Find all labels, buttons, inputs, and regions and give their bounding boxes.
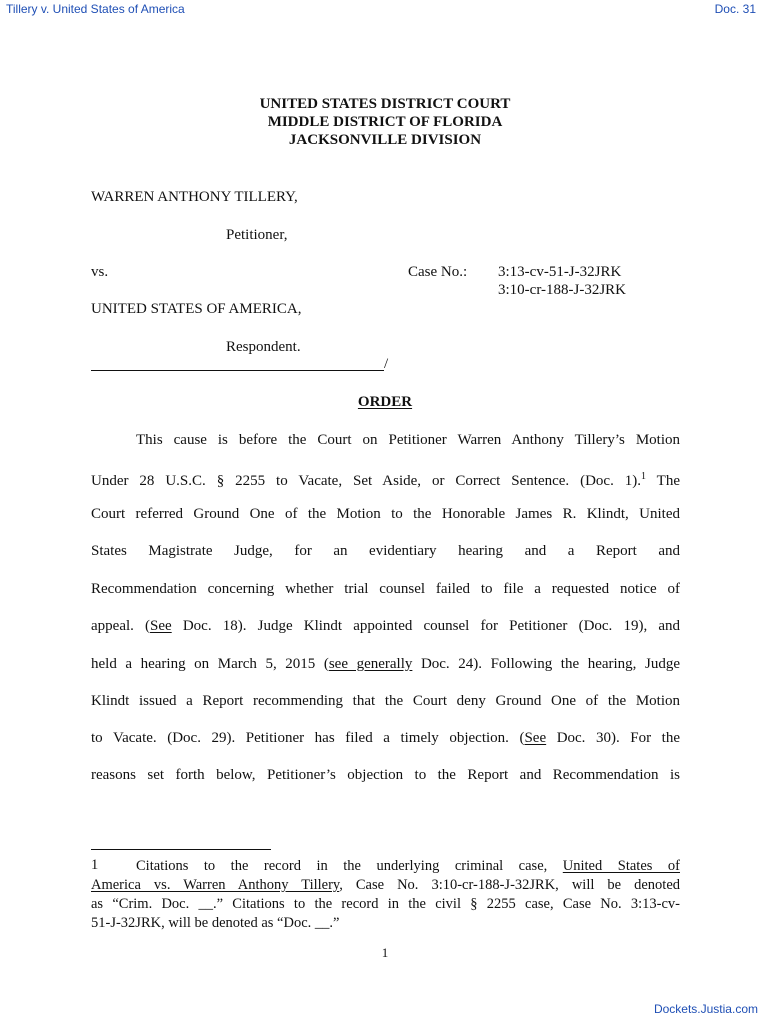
case-number-criminal: 3:10-cr-188-J-32JRK: [498, 282, 627, 298]
respondent-role: Respondent.: [226, 339, 301, 355]
footnote-line-3: as “Crim. Doc. __.” Citations to the record in the civil § 2255 case, Case No. 3:13-cv-: [91, 896, 680, 912]
footnote-number: 1: [91, 857, 99, 873]
caption-slash: /: [384, 356, 389, 372]
body-line-1: This cause is before the Court on Petitioner Warren Anthony Tillery’s Motion: [136, 432, 680, 448]
body-line-2: Under 28 U.S.C. § 2255 to Vacate, Set Aside, or Correct Sentence. (Doc. 1).$^1$ The: [91, 471, 680, 489]
body-line-9: to Vacate. (Doc. 29). Petitioner has filed a timely objection. (See Doc. 30). For the: [91, 730, 680, 746]
footnote-reference[interactable]: 1: [641, 471, 647, 482]
court-district: MIDDLE DISTRICT OF FLORIDA: [267, 114, 503, 130]
footnote-line-4: 51-J-32JRK, will be denoted as “Doc. __.”: [91, 915, 340, 931]
body-line-4: States Magistrate Judge, for an evidentiary hearing and a Report and: [91, 543, 680, 559]
body-line-6: appeal. (See Doc. 18). Judge Klindt appointed counsel for Petitioner (Doc. 19), and: [91, 618, 680, 634]
footnote-line-2: America vs. Warren Anthony Tillery, Case No. 3:10-cr-188-J-32JRK, will be denoted: [91, 877, 680, 893]
body-line-8: Klindt issued a Report recommending that the Court deny Ground One of the Motion: [91, 693, 680, 709]
order-title: ORDER: [357, 394, 413, 410]
petitioner-name: WARREN ANTHONY TILLERY,: [91, 189, 298, 205]
respondent-name: UNITED STATES OF AMERICA,: [91, 301, 302, 317]
court-division: JACKSONVILLE DIVISION: [288, 132, 482, 148]
doc-number-link[interactable]: Doc. 31: [714, 2, 756, 16]
page-number: 1: [381, 945, 389, 960]
versus-label: vs.: [91, 264, 109, 280]
footnote-rule: [91, 849, 271, 850]
case-title-link[interactable]: Tillery v. United States of America: [6, 2, 185, 16]
body-line-10: reasons set forth below, Petitioner’s objection to the Report and Recommendation is: [91, 767, 680, 783]
body-line-5: Recommendation concerning whether trial counsel failed to file a requested notice of: [91, 581, 680, 597]
footnote-line-1: Citations to the record in the underlying criminal case, United States of: [136, 858, 680, 874]
justia-dockets-link[interactable]: Dockets.Justia.com: [653, 1002, 758, 1016]
caption-rule: [91, 370, 384, 371]
case-number-label: Case No.:: [408, 264, 468, 280]
petitioner-role: Petitioner,: [226, 227, 288, 243]
body-line-3: Court referred Ground One of the Motion to the Honorable James R. Klindt, United: [91, 506, 680, 522]
case-number-civil: 3:13-cv-51-J-32JRK: [498, 264, 622, 280]
body-line-7: held a hearing on March 5, 2015 (see generally Doc. 24). Following the hearing, Judge: [91, 656, 680, 672]
court-name: UNITED STATES DISTRICT COURT: [259, 96, 511, 112]
